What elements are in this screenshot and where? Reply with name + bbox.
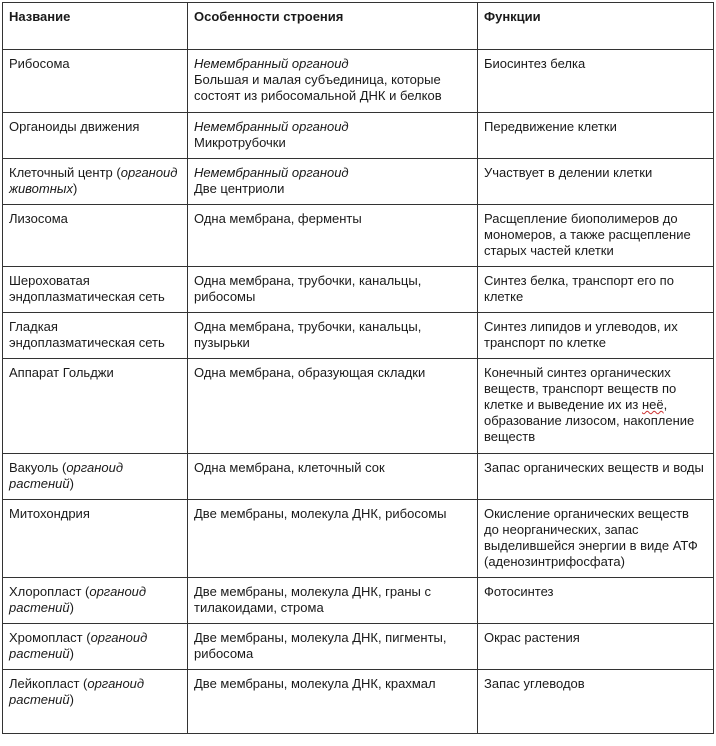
structure-text: Одна мембрана, образующая складки <box>194 365 426 380</box>
header-row <box>3 3 714 50</box>
organelle-note: органоид растений <box>9 630 148 661</box>
structure-text: Две мембраны, молекула ДНК, рибосомы <box>194 506 447 521</box>
structure-text: Две мембраны, молекула ДНК, крахмал <box>194 676 436 691</box>
function-text: Окисление органических веществ до неорганических, запас выделившейся энергии в виде АТФ (аденозинтрифосфата) <box>484 506 698 569</box>
table-row <box>3 267 714 313</box>
cell-structure <box>188 113 478 159</box>
organelle-name: Органоиды движения <box>9 119 140 134</box>
cell-structure <box>188 50 478 113</box>
table-row <box>3 50 714 113</box>
organelle-note: органоид растений <box>9 460 124 491</box>
cell-name <box>3 454 188 500</box>
table-row <box>3 205 714 267</box>
table-row <box>3 159 714 205</box>
cell-name <box>3 313 188 359</box>
function-text: Окрас растения <box>484 630 580 645</box>
function-text: Участвует в делении клетки <box>484 165 653 180</box>
cell-name <box>3 500 188 578</box>
organelle-note: органоид растений <box>9 676 145 707</box>
cell-function <box>478 50 714 113</box>
cell-structure <box>188 359 478 454</box>
structure-text: Одна мембрана, клеточный сок <box>194 460 385 475</box>
organelle-note: органоид растений <box>9 584 147 615</box>
cell-function <box>478 670 714 734</box>
function-text: Конечный синтез органических веществ, транспорт веществ по клетке и выведение их из <box>484 365 677 412</box>
organelle-note-close: ) <box>69 476 74 491</box>
header-structure: Особенности строения <box>188 3 478 50</box>
structure-text: Две мембраны, молекула ДНК, граны с тилакоидами, строма <box>194 584 432 615</box>
cell-name <box>3 113 188 159</box>
organelle-note-close: ) <box>69 646 74 661</box>
cell-function <box>478 454 714 500</box>
cell-function <box>478 313 714 359</box>
structure-note: Немембранный органоид <box>194 165 349 180</box>
organelles-table <box>2 2 714 734</box>
cell-name <box>3 624 188 670</box>
header-name: Название <box>3 3 188 50</box>
structure-text: Одна мембрана, трубочки, канальцы, рибосомы <box>194 273 422 304</box>
cell-function <box>478 113 714 159</box>
structure-text: Большая и малая субъединица, которые состоят из рибосомальной ДНК и белков <box>194 72 442 103</box>
cell-function <box>478 624 714 670</box>
cell-function <box>478 159 714 205</box>
function-text: Синтез белка, транспорт его по клетке <box>484 273 674 304</box>
cell-function <box>478 205 714 267</box>
function-text: Запас органических веществ и воды <box>484 460 704 475</box>
structure-text: Две мембраны, молекула ДНК, пигменты, рибосома <box>194 630 447 661</box>
function-text: Запас углеводов <box>484 676 585 691</box>
structure-note: Немембранный органоид <box>194 119 349 134</box>
structure-text: Микротрубочки <box>194 135 286 150</box>
table-row <box>3 113 714 159</box>
structure-text: Две центриоли <box>194 181 285 196</box>
cell-function <box>478 500 714 578</box>
cell-structure <box>188 205 478 267</box>
function-text: Передвижение клетки <box>484 119 617 134</box>
cell-structure <box>188 454 478 500</box>
organelle-note-close: ) <box>72 181 78 196</box>
function-text: Биосинтез белка <box>484 56 586 71</box>
organelle-note: органоид животных <box>9 165 178 196</box>
cell-structure <box>188 267 478 313</box>
table-row <box>3 670 714 734</box>
table-row <box>3 624 714 670</box>
function-text-rest: , образование лизосом, накопление веществ <box>484 397 695 444</box>
structure-text: Одна мембрана, ферменты <box>194 211 362 226</box>
structure-text: Одна мембрана, трубочки, канальцы, пузырьки <box>194 319 422 350</box>
table-row <box>3 454 714 500</box>
cell-structure <box>188 624 478 670</box>
organelle-note-close: ) <box>69 692 74 707</box>
table-row <box>3 359 714 454</box>
cell-structure <box>188 578 478 624</box>
organelle-name: Шероховатая эндоплазматическая сеть <box>9 273 165 304</box>
structure-note: Немембранный органоид <box>194 56 349 71</box>
organelle-name: Гладкая эндоплазматическая сеть <box>9 319 165 350</box>
cell-name <box>3 205 188 267</box>
cell-name <box>3 159 188 205</box>
table-row <box>3 500 714 578</box>
function-text: Расщепление биополимеров до мономеров, а также расщепление старых частей клетки <box>484 211 691 258</box>
cell-name <box>3 670 188 734</box>
cell-function <box>478 578 714 624</box>
table-row <box>3 313 714 359</box>
organelle-name: Хлоропласт ( <box>9 584 90 599</box>
spellcheck-word: неё <box>641 397 664 412</box>
organelle-name: Рибосома <box>9 56 70 71</box>
cell-structure <box>188 313 478 359</box>
cell-name <box>3 359 188 454</box>
function-text: Фотосинтез <box>484 584 554 599</box>
header-functions: Функции <box>478 3 714 50</box>
organelle-name: Аппарат Гольджи <box>9 365 114 380</box>
cell-function <box>478 267 714 313</box>
cell-structure <box>188 500 478 578</box>
organelle-name: Клеточный центр ( <box>9 165 121 180</box>
table-row <box>3 578 714 624</box>
cell-structure <box>188 670 478 734</box>
cell-name <box>3 50 188 113</box>
cell-name <box>3 267 188 313</box>
organelle-note-close: ) <box>69 600 74 615</box>
organelle-name: Лизосома <box>9 211 68 226</box>
function-text: Синтез липидов и углеводов, их транспорт по клетке <box>484 319 678 350</box>
cell-name <box>3 578 188 624</box>
organelle-name: Митохондрия <box>9 506 90 521</box>
cell-structure <box>188 159 478 205</box>
organelle-name: Хромопласт ( <box>9 630 91 645</box>
organelle-name: Вакуоль ( <box>9 460 67 475</box>
cell-function <box>478 359 714 454</box>
organelle-name: Лейкопласт ( <box>9 676 88 691</box>
